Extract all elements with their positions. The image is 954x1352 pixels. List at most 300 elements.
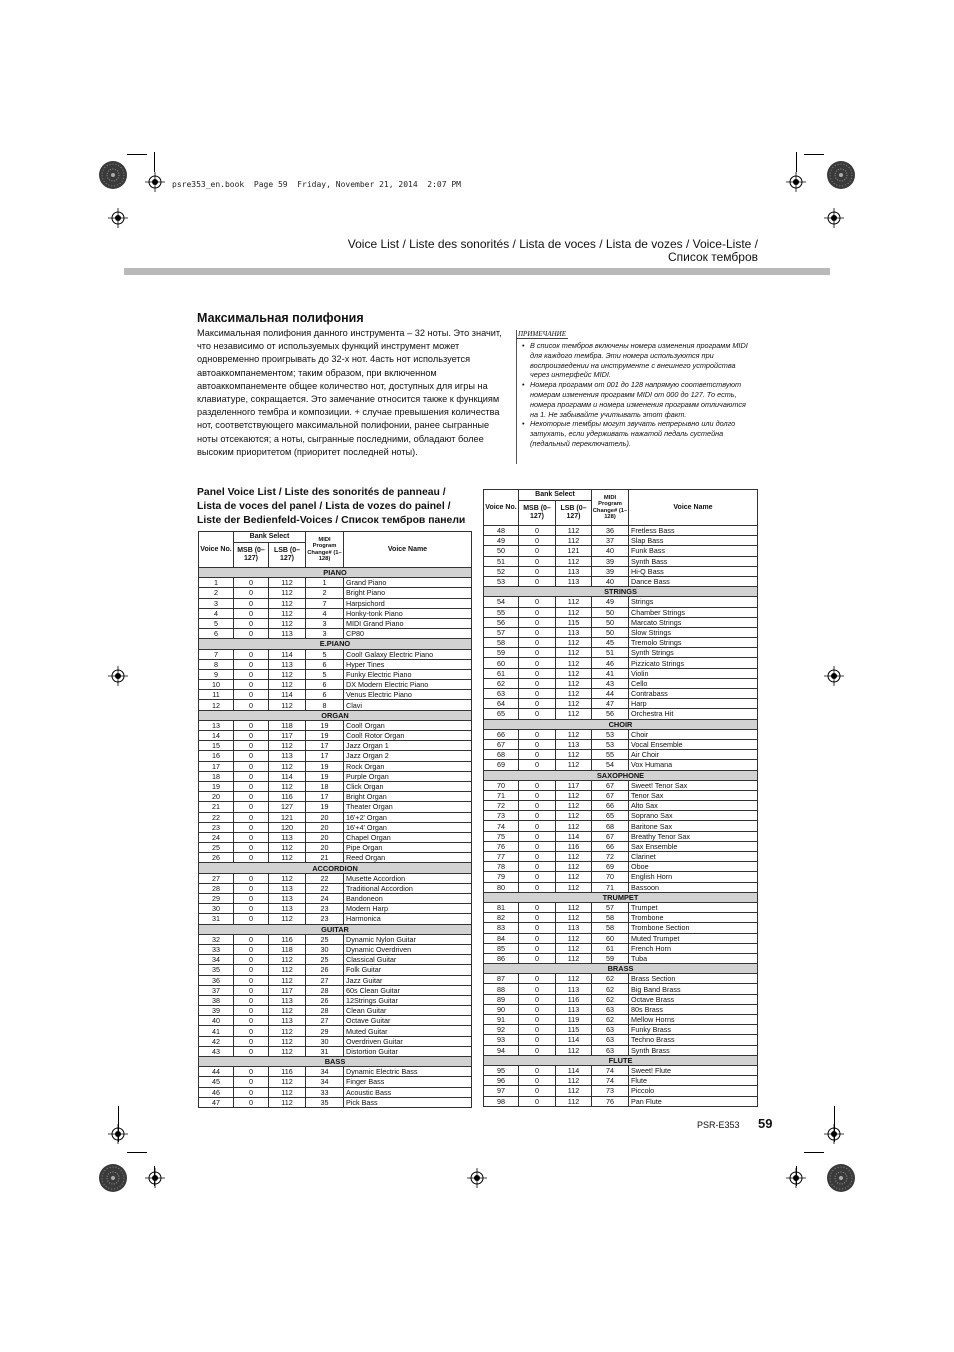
msb-cell: 0 — [519, 526, 556, 536]
footer-model: PSR-E353 — [697, 1120, 740, 1130]
voice-no-header: Voice No. — [484, 490, 519, 526]
lsb-cell: 118 — [269, 720, 306, 730]
program-change-cell: 72 — [592, 852, 629, 862]
lsb-cell: 112 — [556, 689, 592, 699]
voice-row — [484, 638, 758, 648]
voice-name-cell: Folk Guitar — [344, 965, 472, 975]
voice-row — [484, 699, 758, 709]
msb-cell: 0 — [519, 780, 556, 790]
voice-no-cell: 22 — [199, 812, 234, 822]
voice-row — [199, 873, 472, 883]
msb-cell: 0 — [234, 1077, 269, 1087]
category-row — [484, 964, 758, 974]
voice-row — [199, 1087, 472, 1097]
voice-no-cell: 8 — [199, 659, 234, 669]
crop-mark — [127, 1152, 147, 1153]
voice-row — [484, 1045, 758, 1055]
lsb-cell: 117 — [556, 780, 592, 790]
voice-name-cell: English Horn — [629, 872, 758, 882]
program-change-cell: 25 — [306, 955, 344, 965]
lsb-cell: 112 — [556, 974, 592, 984]
program-change-cell: 17 — [306, 751, 344, 761]
msb-cell: 0 — [519, 1065, 556, 1075]
msb-cell: 0 — [234, 578, 269, 588]
voice-name-cell: Contrabass — [629, 689, 758, 699]
voice-name-cell: Choir — [629, 729, 758, 739]
voice-no-cell: 17 — [199, 761, 234, 771]
voice-no-cell: 11 — [199, 690, 234, 700]
section-heading: Максимальная полифония — [197, 311, 364, 325]
midi-header: MIDI Program Change# (1–128) — [592, 490, 629, 526]
voice-no-cell: 66 — [484, 729, 519, 739]
crop-mark — [796, 152, 797, 172]
voice-row — [199, 1016, 472, 1026]
lsb-cell: 113 — [269, 751, 306, 761]
voice-no-cell: 96 — [484, 1076, 519, 1086]
voice-row — [484, 648, 758, 658]
voice-name-cell: Jazz Organ 1 — [344, 741, 472, 751]
program-change-cell: 68 — [592, 821, 629, 831]
lsb-cell: 112 — [556, 638, 592, 648]
voice-row — [199, 618, 472, 628]
lsb-cell: 112 — [556, 526, 592, 536]
voice-name-cell: Jazz Organ 2 — [344, 751, 472, 761]
category-row — [484, 892, 758, 902]
lsb-cell: 112 — [269, 608, 306, 618]
msb-cell: 0 — [234, 751, 269, 761]
voice-name-cell: Trombone — [629, 913, 758, 923]
msb-cell: 0 — [519, 841, 556, 851]
voice-no-cell: 51 — [484, 556, 519, 566]
voice-name-header: Voice Name — [629, 490, 758, 526]
registration-target-icon — [467, 1168, 487, 1188]
voice-row — [484, 739, 758, 749]
voice-name-cell: Funky Electric Piano — [344, 669, 472, 679]
program-change-cell: 62 — [592, 994, 629, 1004]
program-change-cell: 62 — [592, 984, 629, 994]
lsb-cell: 112 — [556, 658, 592, 668]
msb-cell: 0 — [519, 852, 556, 862]
msb-cell: 0 — [519, 1086, 556, 1096]
msb-cell: 0 — [519, 546, 556, 556]
program-change-cell: 3 — [306, 629, 344, 639]
voice-no-cell: 29 — [199, 894, 234, 904]
starburst-mark-icon — [826, 1163, 856, 1193]
voice-row — [484, 668, 758, 678]
program-change-cell: 23 — [306, 914, 344, 924]
lsb-cell: 113 — [556, 566, 592, 576]
program-change-cell: 69 — [592, 862, 629, 872]
voice-name-cell: Orchestra Hit — [629, 709, 758, 719]
msb-cell: 0 — [234, 1046, 269, 1056]
voice-no-cell: 28 — [199, 883, 234, 893]
program-change-cell: 22 — [306, 883, 344, 893]
voice-name-cell: Tenor Sax — [629, 790, 758, 800]
voice-no-cell: 24 — [199, 832, 234, 842]
voice-row — [484, 872, 758, 882]
category-row — [484, 1055, 758, 1065]
program-change-cell: 22 — [306, 873, 344, 883]
voice-no-cell: 67 — [484, 739, 519, 749]
msb-cell: 0 — [519, 1096, 556, 1106]
program-change-cell: 19 — [306, 720, 344, 730]
voice-name-cell: Harmonica — [344, 914, 472, 924]
lsb-cell: 112 — [269, 669, 306, 679]
lsb-cell: 116 — [556, 841, 592, 851]
lsb-cell: 112 — [556, 1045, 592, 1055]
lsb-cell: 112 — [556, 913, 592, 923]
crop-mark — [804, 154, 824, 155]
voice-name-cell: Flute — [629, 1076, 758, 1086]
voice-no-cell: 27 — [199, 873, 234, 883]
program-change-cell: 73 — [592, 1086, 629, 1096]
msb-cell: 0 — [234, 802, 269, 812]
voice-no-cell: 90 — [484, 1004, 519, 1014]
program-change-cell: 27 — [306, 1016, 344, 1026]
voice-row — [199, 720, 472, 730]
msb-cell: 0 — [234, 731, 269, 741]
voice-name-cell: Funk Bass — [629, 546, 758, 556]
voice-row — [199, 751, 472, 761]
voice-no-cell: 97 — [484, 1086, 519, 1096]
voice-no-cell: 73 — [484, 811, 519, 821]
voice-no-cell: 70 — [484, 780, 519, 790]
voice-no-cell: 54 — [484, 597, 519, 607]
voice-no-cell: 82 — [484, 913, 519, 923]
voice-no-cell: 40 — [199, 1016, 234, 1026]
voice-row — [199, 781, 472, 791]
msb-cell: 0 — [234, 894, 269, 904]
voice-row — [484, 526, 758, 536]
table-heading-line: Lista de voces del panel / Lista de vozes do painel / — [197, 501, 451, 512]
voice-row — [484, 1086, 758, 1096]
voice-row — [484, 678, 758, 688]
voice-no-cell: 47 — [199, 1097, 234, 1107]
msb-cell: 0 — [234, 1016, 269, 1026]
lsb-cell: 116 — [269, 1067, 306, 1077]
voice-no-cell: 72 — [484, 801, 519, 811]
lsb-cell: 113 — [269, 832, 306, 842]
program-change-cell: 56 — [592, 709, 629, 719]
starburst-mark-icon — [98, 1163, 128, 1193]
voice-row — [199, 914, 472, 924]
lsb-cell: 112 — [556, 1076, 592, 1086]
voice-name-cell: Slap Bass — [629, 536, 758, 546]
program-change-cell: 18 — [306, 781, 344, 791]
voice-row — [199, 1026, 472, 1036]
voice-row — [199, 1006, 472, 1016]
lsb-cell: 112 — [556, 801, 592, 811]
voice-no-cell: 71 — [484, 790, 519, 800]
voice-row — [484, 1096, 758, 1106]
voice-no-cell: 74 — [484, 821, 519, 831]
msb-cell: 0 — [519, 811, 556, 821]
program-change-cell: 67 — [592, 780, 629, 790]
voice-no-cell: 50 — [484, 546, 519, 556]
msb-cell: 0 — [519, 536, 556, 546]
msb-cell: 0 — [234, 975, 269, 985]
voice-name-cell: Pizzicato Strings — [629, 658, 758, 668]
midi-header: MIDI Program Change# (1–128) — [306, 532, 344, 568]
category-row — [199, 710, 472, 720]
voice-no-cell: 76 — [484, 841, 519, 851]
voice-name-cell: Dance Bass — [629, 576, 758, 586]
voice-no-cell: 64 — [484, 699, 519, 709]
program-change-cell: 5 — [306, 669, 344, 679]
program-change-cell: 39 — [592, 566, 629, 576]
voice-no-cell: 83 — [484, 923, 519, 933]
voice-no-cell: 52 — [484, 566, 519, 576]
category-label: GUITAR — [199, 924, 472, 934]
voice-row — [199, 822, 472, 832]
voice-row — [199, 792, 472, 802]
voice-name-cell: 60s Clean Guitar — [344, 985, 472, 995]
lsb-cell: 112 — [269, 1006, 306, 1016]
voice-name-cell: Dynamic Nylon Guitar — [344, 934, 472, 944]
msb-cell: 0 — [519, 597, 556, 607]
voice-name-cell: Synth Brass — [629, 1045, 758, 1055]
voice-row — [199, 771, 472, 781]
msb-cell: 0 — [234, 832, 269, 842]
msb-header: MSB (0–127) — [519, 501, 556, 526]
program-change-cell: 20 — [306, 822, 344, 832]
lsb-cell: 112 — [269, 1087, 306, 1097]
msb-cell: 0 — [234, 792, 269, 802]
registration-target-icon — [786, 1168, 806, 1188]
voice-row — [484, 933, 758, 943]
voice-no-cell: 43 — [199, 1046, 234, 1056]
voice-name-cell: Muted Trumpet — [629, 933, 758, 943]
voice-row — [484, 780, 758, 790]
msb-cell: 0 — [519, 709, 556, 719]
voice-no-cell: 87 — [484, 974, 519, 984]
voice-row — [484, 729, 758, 739]
lsb-cell: 117 — [269, 731, 306, 741]
voice-no-cell: 65 — [484, 709, 519, 719]
lsb-cell: 116 — [269, 934, 306, 944]
file-header: psre353_en.book Page 59 Friday, November 21, 2014 2:07 PM — [172, 180, 461, 189]
lsb-cell: 113 — [269, 904, 306, 914]
voice-no-cell: 25 — [199, 843, 234, 853]
lsb-cell: 112 — [556, 668, 592, 678]
voice-name-cell: Rock Organ — [344, 761, 472, 771]
header-rule — [124, 268, 830, 275]
msb-cell: 0 — [519, 617, 556, 627]
category-row — [199, 568, 472, 578]
lsb-cell: 112 — [556, 943, 592, 953]
program-change-cell: 63 — [592, 1035, 629, 1045]
voice-no-cell: 3 — [199, 598, 234, 608]
msb-cell: 0 — [234, 649, 269, 659]
voice-row — [199, 608, 472, 618]
registration-target-icon — [824, 208, 844, 228]
lsb-cell: 112 — [556, 556, 592, 566]
lsb-cell: 113 — [269, 995, 306, 1005]
program-change-cell: 63 — [592, 1025, 629, 1035]
voice-no-cell: 48 — [484, 526, 519, 536]
msb-cell: 0 — [519, 984, 556, 994]
voice-row — [199, 690, 472, 700]
voice-name-cell: Bright Organ — [344, 792, 472, 802]
msb-cell: 0 — [519, 699, 556, 709]
voice-row — [199, 965, 472, 975]
lsb-cell: 113 — [556, 923, 592, 933]
voice-no-cell: 36 — [199, 975, 234, 985]
program-change-cell: 19 — [306, 761, 344, 771]
lsb-cell: 112 — [269, 1036, 306, 1046]
voice-row — [199, 700, 472, 710]
voice-no-cell: 85 — [484, 943, 519, 953]
program-change-cell: 20 — [306, 832, 344, 842]
voice-row — [484, 1004, 758, 1014]
category-label: PIANO — [199, 568, 472, 578]
voice-no-cell: 15 — [199, 741, 234, 751]
program-change-cell: 41 — [592, 668, 629, 678]
lsb-cell: 121 — [269, 812, 306, 822]
voice-no-cell: 63 — [484, 689, 519, 699]
registration-target-icon — [145, 172, 165, 192]
voice-row — [199, 985, 472, 995]
voice-name-cell: Air Choir — [629, 750, 758, 760]
voice-name-cell: CP80 — [344, 629, 472, 639]
program-change-cell: 62 — [592, 974, 629, 984]
lsb-cell: 115 — [556, 617, 592, 627]
lsb-cell: 112 — [269, 700, 306, 710]
voice-no-cell: 26 — [199, 853, 234, 863]
voice-name-cell: Muted Guitar — [344, 1026, 472, 1036]
msb-cell: 0 — [234, 944, 269, 954]
program-change-cell: 21 — [306, 853, 344, 863]
lsb-cell: 112 — [556, 699, 592, 709]
voice-name-cell: Hi-Q Bass — [629, 566, 758, 576]
voice-no-cell: 9 — [199, 669, 234, 679]
msb-cell: 0 — [234, 659, 269, 669]
lsb-cell: 112 — [556, 902, 592, 912]
msb-cell: 0 — [519, 729, 556, 739]
msb-cell: 0 — [234, 618, 269, 628]
lsb-header: LSB (0–127) — [556, 501, 592, 526]
msb-cell: 0 — [519, 831, 556, 841]
program-change-cell: 61 — [592, 943, 629, 953]
lsb-cell: 114 — [269, 771, 306, 781]
voice-name-cell: Traditional Accordion — [344, 883, 472, 893]
registration-target-icon — [824, 666, 844, 686]
voice-no-cell: 89 — [484, 994, 519, 1004]
msb-cell: 0 — [519, 1015, 556, 1025]
msb-cell: 0 — [234, 588, 269, 598]
voice-row — [484, 974, 758, 984]
category-row — [484, 770, 758, 780]
lsb-cell: 112 — [269, 1097, 306, 1107]
voice-name-cell: Distortion Guitar — [344, 1046, 472, 1056]
msb-cell: 0 — [234, 1006, 269, 1016]
msb-cell: 0 — [234, 965, 269, 975]
voice-name-cell: Marcato Strings — [629, 617, 758, 627]
program-change-cell: 28 — [306, 985, 344, 995]
category-label: CHOIR — [484, 719, 758, 729]
voice-row — [199, 741, 472, 751]
voice-name-cell: Sweet! Tenor Sax — [629, 780, 758, 790]
voice-row — [484, 994, 758, 1004]
voice-row — [199, 1046, 472, 1056]
note-item: • Номера программ от 001 до 128 напрямую соответствуют номерам изменения программ MIDI от 000 до 127. То есть, номера программ и номера изменения программ отличаются на 1. Не забывайте учитывать этот факт. — [522, 380, 754, 419]
voice-row — [199, 669, 472, 679]
voice-name-cell: Harp — [629, 699, 758, 709]
msb-cell: 0 — [234, 1097, 269, 1107]
lsb-cell: 113 — [269, 1016, 306, 1026]
voice-row — [199, 812, 472, 822]
voice-table-left — [198, 531, 472, 1108]
program-change-cell: 60 — [592, 933, 629, 943]
voice-row — [484, 1015, 758, 1025]
voice-no-cell: 98 — [484, 1096, 519, 1106]
voice-name-cell: Synth Bass — [629, 556, 758, 566]
voice-name-cell: Vocal Ensemble — [629, 739, 758, 749]
voice-name-cell: Mellow Horns — [629, 1015, 758, 1025]
voice-row — [484, 556, 758, 566]
voice-row — [484, 627, 758, 637]
voice-no-cell: 75 — [484, 831, 519, 841]
voice-no-cell: 42 — [199, 1036, 234, 1046]
voice-row — [199, 578, 472, 588]
lsb-cell: 119 — [556, 1015, 592, 1025]
voice-no-cell: 61 — [484, 668, 519, 678]
lsb-cell: 112 — [556, 607, 592, 617]
msb-cell: 0 — [234, 883, 269, 893]
category-label: ORGAN — [199, 710, 472, 720]
voice-no-cell: 57 — [484, 627, 519, 637]
program-change-cell: 17 — [306, 792, 344, 802]
program-change-cell: 47 — [592, 699, 629, 709]
voice-row — [199, 1067, 472, 1077]
section-body: Максимальная полифония данного инструмента – 32 ноты. Это значит, что независимо от используемых функций инструмент может одновременно проигрывать до 32-х нот. 4асть нот используется автоаккомпанементом; таким образом, при включенном автоаккомпанементе общее количество нот, доступных для игры на клавиатуре, сокращается. Это замечание относится также к функциям разделенного тембра и композиции. + случае превышения количества нот, соответствующего максимальной полифонии, ранее сыгранные ноты отсекаются; а ноты, сыгранные последними, обладают более высоким приоритетом (приоритет последней ноты). — [197, 328, 502, 457]
voice-row — [199, 731, 472, 741]
msb-cell: 0 — [519, 760, 556, 770]
msb-cell: 0 — [234, 680, 269, 690]
lsb-cell: 112 — [269, 914, 306, 924]
msb-cell: 0 — [519, 739, 556, 749]
voice-row — [484, 902, 758, 912]
program-change-cell: 19 — [306, 771, 344, 781]
voice-no-cell: 18 — [199, 771, 234, 781]
program-change-cell: 2 — [306, 588, 344, 598]
voice-no-cell: 62 — [484, 678, 519, 688]
category-row — [199, 639, 472, 649]
msb-cell: 0 — [519, 862, 556, 872]
voice-no-cell: 37 — [199, 985, 234, 995]
lsb-cell: 112 — [269, 598, 306, 608]
voice-no-cell: 92 — [484, 1025, 519, 1035]
program-change-cell: 50 — [592, 627, 629, 637]
msb-cell: 0 — [234, 853, 269, 863]
lsb-cell: 114 — [269, 690, 306, 700]
voice-name-cell: Pipe Organ — [344, 843, 472, 853]
voice-no-cell: 44 — [199, 1067, 234, 1077]
program-change-cell: 33 — [306, 1087, 344, 1097]
voice-name-cell: Musette Accordion — [344, 873, 472, 883]
msb-cell: 0 — [519, 576, 556, 586]
voice-row — [199, 1097, 472, 1107]
voice-no-cell: 60 — [484, 658, 519, 668]
lsb-cell: 112 — [269, 873, 306, 883]
voice-row — [484, 1065, 758, 1075]
voice-name-cell: Vox Humana — [629, 760, 758, 770]
program-change-cell: 31 — [306, 1046, 344, 1056]
voice-row — [484, 801, 758, 811]
program-change-cell: 50 — [592, 607, 629, 617]
lsb-cell: 112 — [556, 933, 592, 943]
msb-cell: 0 — [234, 761, 269, 771]
